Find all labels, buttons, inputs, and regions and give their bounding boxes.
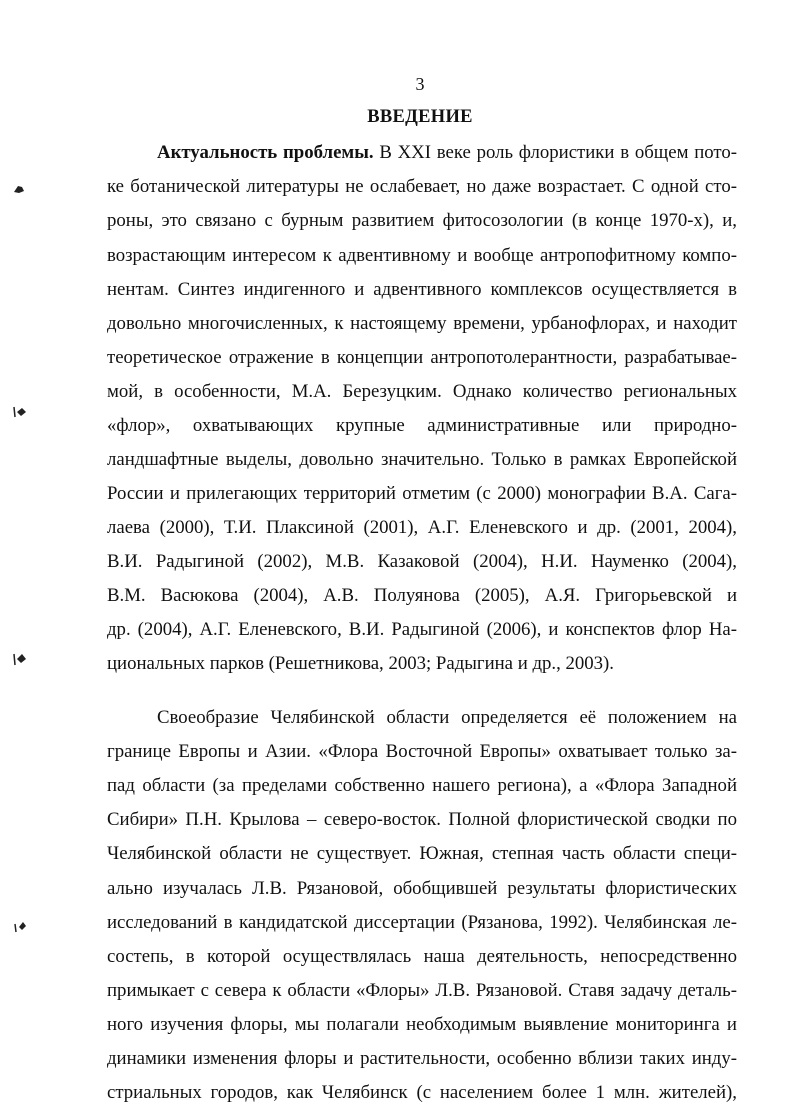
paragraph-1-line-1: [157, 140, 737, 166]
paragraph-1-line: мой, в особенности, М.А. Березуцким. Однако количество региональных: [107, 381, 737, 402]
paragraph-1-line: роны, это связано с бурным развитием фитосозологии (в конце 1970-х), и,: [107, 210, 737, 231]
lead-bold-phrase: Актуальность проблемы.: [157, 142, 374, 163]
paragraph-2-line: Челябинской области не существует. Южная, степная часть области специ-: [107, 843, 737, 864]
paragraph-2-line-1: Своеобразие Челябинской области определяется её положением на: [157, 707, 737, 728]
scan-mark-icon: [12, 183, 26, 195]
paragraph-2-line: ного изучения флоры, мы полагали необходимым выявление мониторинга и: [107, 1014, 737, 1035]
paragraph-2-line: пад области (за пределами собственно нашего региона), а «Флора Западной: [107, 775, 737, 796]
paragraph-2-line: примыкает с севера к области «Флоры» Л.В. Рязановой. Ставя задачу деталь-: [107, 980, 737, 1001]
paragraph-1-line: ландшафтные выделы, довольно значительно. Только в рамках Европейской: [107, 449, 737, 470]
paragraph-2-line: границе Европы и Азии. «Флора Восточной Европы» охватывает только за-: [107, 741, 737, 762]
paragraph-1-line: ке ботанической литературы не ослабевает, но даже возрастает. С одной сто-: [107, 176, 737, 197]
paragraph-2-line: состепь, в которой осуществлялась наша деятельность, непосредственно: [107, 946, 737, 967]
scan-mark-icon: [12, 405, 28, 419]
paragraph-1-line: В.И. Радыгиной (2002), М.В. Казаковой (2004), Н.И. Науменко (2004),: [107, 551, 737, 572]
paragraph-1-line-1-rest: В XXI веке роль флористики в общем пото-: [373, 142, 737, 163]
paragraph-2-line: ально изучалась Л.В. Рязановой, обобщившей результаты флористических: [107, 878, 737, 899]
paragraph-1-line: В.М. Васюкова (2004), А.В. Полуянова (2005), А.Я. Григорьевской и: [107, 585, 737, 606]
paragraph-1-line: др. (2004), А.Г. Еленевского, В.И. Радыгиной (2006), и конспектов флор На-: [107, 619, 737, 640]
scan-mark-icon: [12, 920, 28, 934]
paragraph-1-line: довольно многочисленных, к настоящему времени, урбанофлорах, и находит: [107, 313, 737, 334]
paragraph-2-line: динамики изменения флоры и растительности, особенно вблизи таких инду-: [107, 1048, 737, 1069]
paragraph-1-line: лаева (2000), Т.И. Плаксиной (2001), А.Г. Еленевского и др. (2001, 2004),: [107, 517, 737, 538]
paragraph-2-line: исследований в кандидатской диссертации (Рязанова, 1992). Челябинская ле-: [107, 912, 737, 933]
paragraph-2-line: Сибири» П.Н. Крылова – северо-восток. Полной флористической сводки по: [107, 809, 737, 830]
page-number: 3: [415, 74, 425, 94]
paragraph-1-line: России и прилегающих территорий отметим (с 2000) монографии В.А. Сага-: [107, 483, 737, 504]
page-title: ВВЕДЕНИЕ: [367, 107, 473, 127]
paragraph-1-line: «флор», охватывающих крупные административные или природно-: [107, 415, 737, 436]
paragraph-1-line: нентам. Синтез индигенного и адвентивного комплексов осуществляется в: [107, 279, 737, 300]
paragraph-1-line: возрастающим интересом к адвентивному и вообще антропофитному компо-: [107, 245, 737, 266]
paragraph-2-line: стриальных городов, как Челябинск (с населением более 1 млн. жителей),: [107, 1082, 737, 1103]
paragraph-1-line: циональных парков (Решетникова, 2003; Радыгина и др., 2003).: [107, 653, 615, 674]
scan-mark-icon: [12, 651, 28, 667]
paragraph-1-line: теоретическое отражение в концепции антропотолерантности, разрабатывае-: [107, 347, 737, 368]
